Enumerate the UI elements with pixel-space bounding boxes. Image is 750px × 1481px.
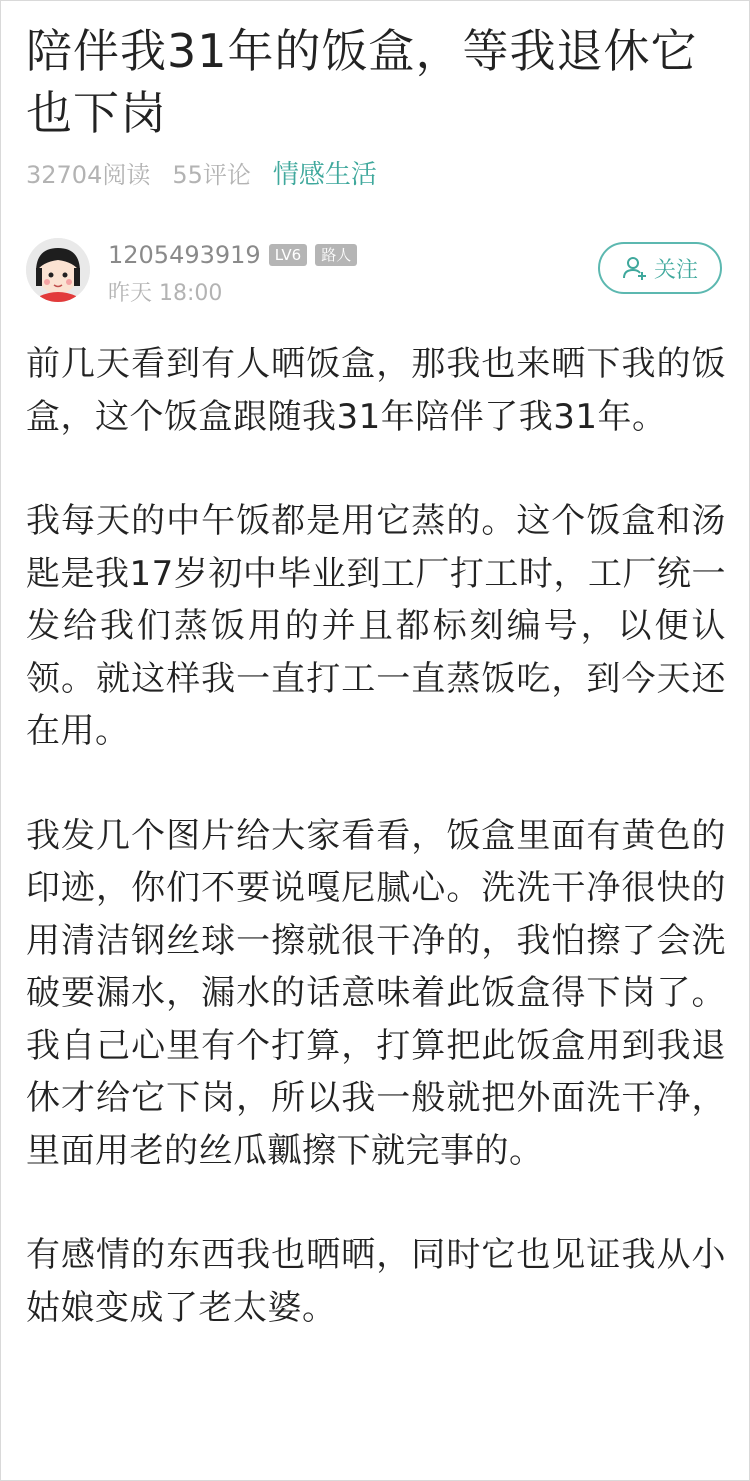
author-name-row xyxy=(108,238,365,272)
paragraph: 前几天看到有人晒饭盒，那我也来晒下我的饭盒，这个饭盒跟随我31年陪伴了我31年。 xyxy=(26,344,726,437)
comment-count[interactable]: 55评论 xyxy=(172,160,251,189)
cartoon-girl-avatar-icon xyxy=(26,238,90,302)
paragraph: 我每天的中午饭都是用它蒸的。这个饭盒和汤匙是我17岁初中毕业到工厂打工时，工厂统一发给我们蒸饭用的并且都标刻编号，以便认领。就这样我一直打工一直蒸饭吃，到今天还在用。 xyxy=(26,501,726,751)
article-meta xyxy=(26,154,399,190)
follow-label: 关注 xyxy=(653,257,698,283)
read-count: 32704阅读 xyxy=(26,160,151,189)
article-body xyxy=(26,338,726,1386)
follow-button[interactable] xyxy=(598,242,722,294)
category-link[interactable]: 情感生活 xyxy=(272,159,377,190)
paragraph: 有感情的东西我也晒晒，同时它也见证我从小姑娘变成了老太婆。 xyxy=(26,1235,726,1328)
author-username[interactable]: 1205493919 xyxy=(108,241,261,269)
avatar[interactable] xyxy=(26,238,90,302)
level-badge: LV6 xyxy=(269,244,308,266)
article-title: 陪伴我31年的饭盒，等我退休它也下岗 xyxy=(26,24,698,140)
role-badge: 路人 xyxy=(315,244,357,266)
author-bar xyxy=(26,238,726,308)
add-user-icon xyxy=(622,255,648,281)
paragraph: 我发几个图片给大家看看，饭盒里面有黄色的印迹，你们不要说嘎尼腻心。洗洗干净很快的用清洁钢丝球一擦就很干净的，我怕擦了会洗破要漏水，漏水的话意味着此饭盒得下岗了。我自己心里有个打算，打算把此饭盒用到我退休才给它下岗，所以我一般就把外面洗干净，里面用老的丝瓜瓤擦下就完事的。 xyxy=(26,815,726,1171)
post-time: 昨天 18:00 xyxy=(108,281,223,306)
